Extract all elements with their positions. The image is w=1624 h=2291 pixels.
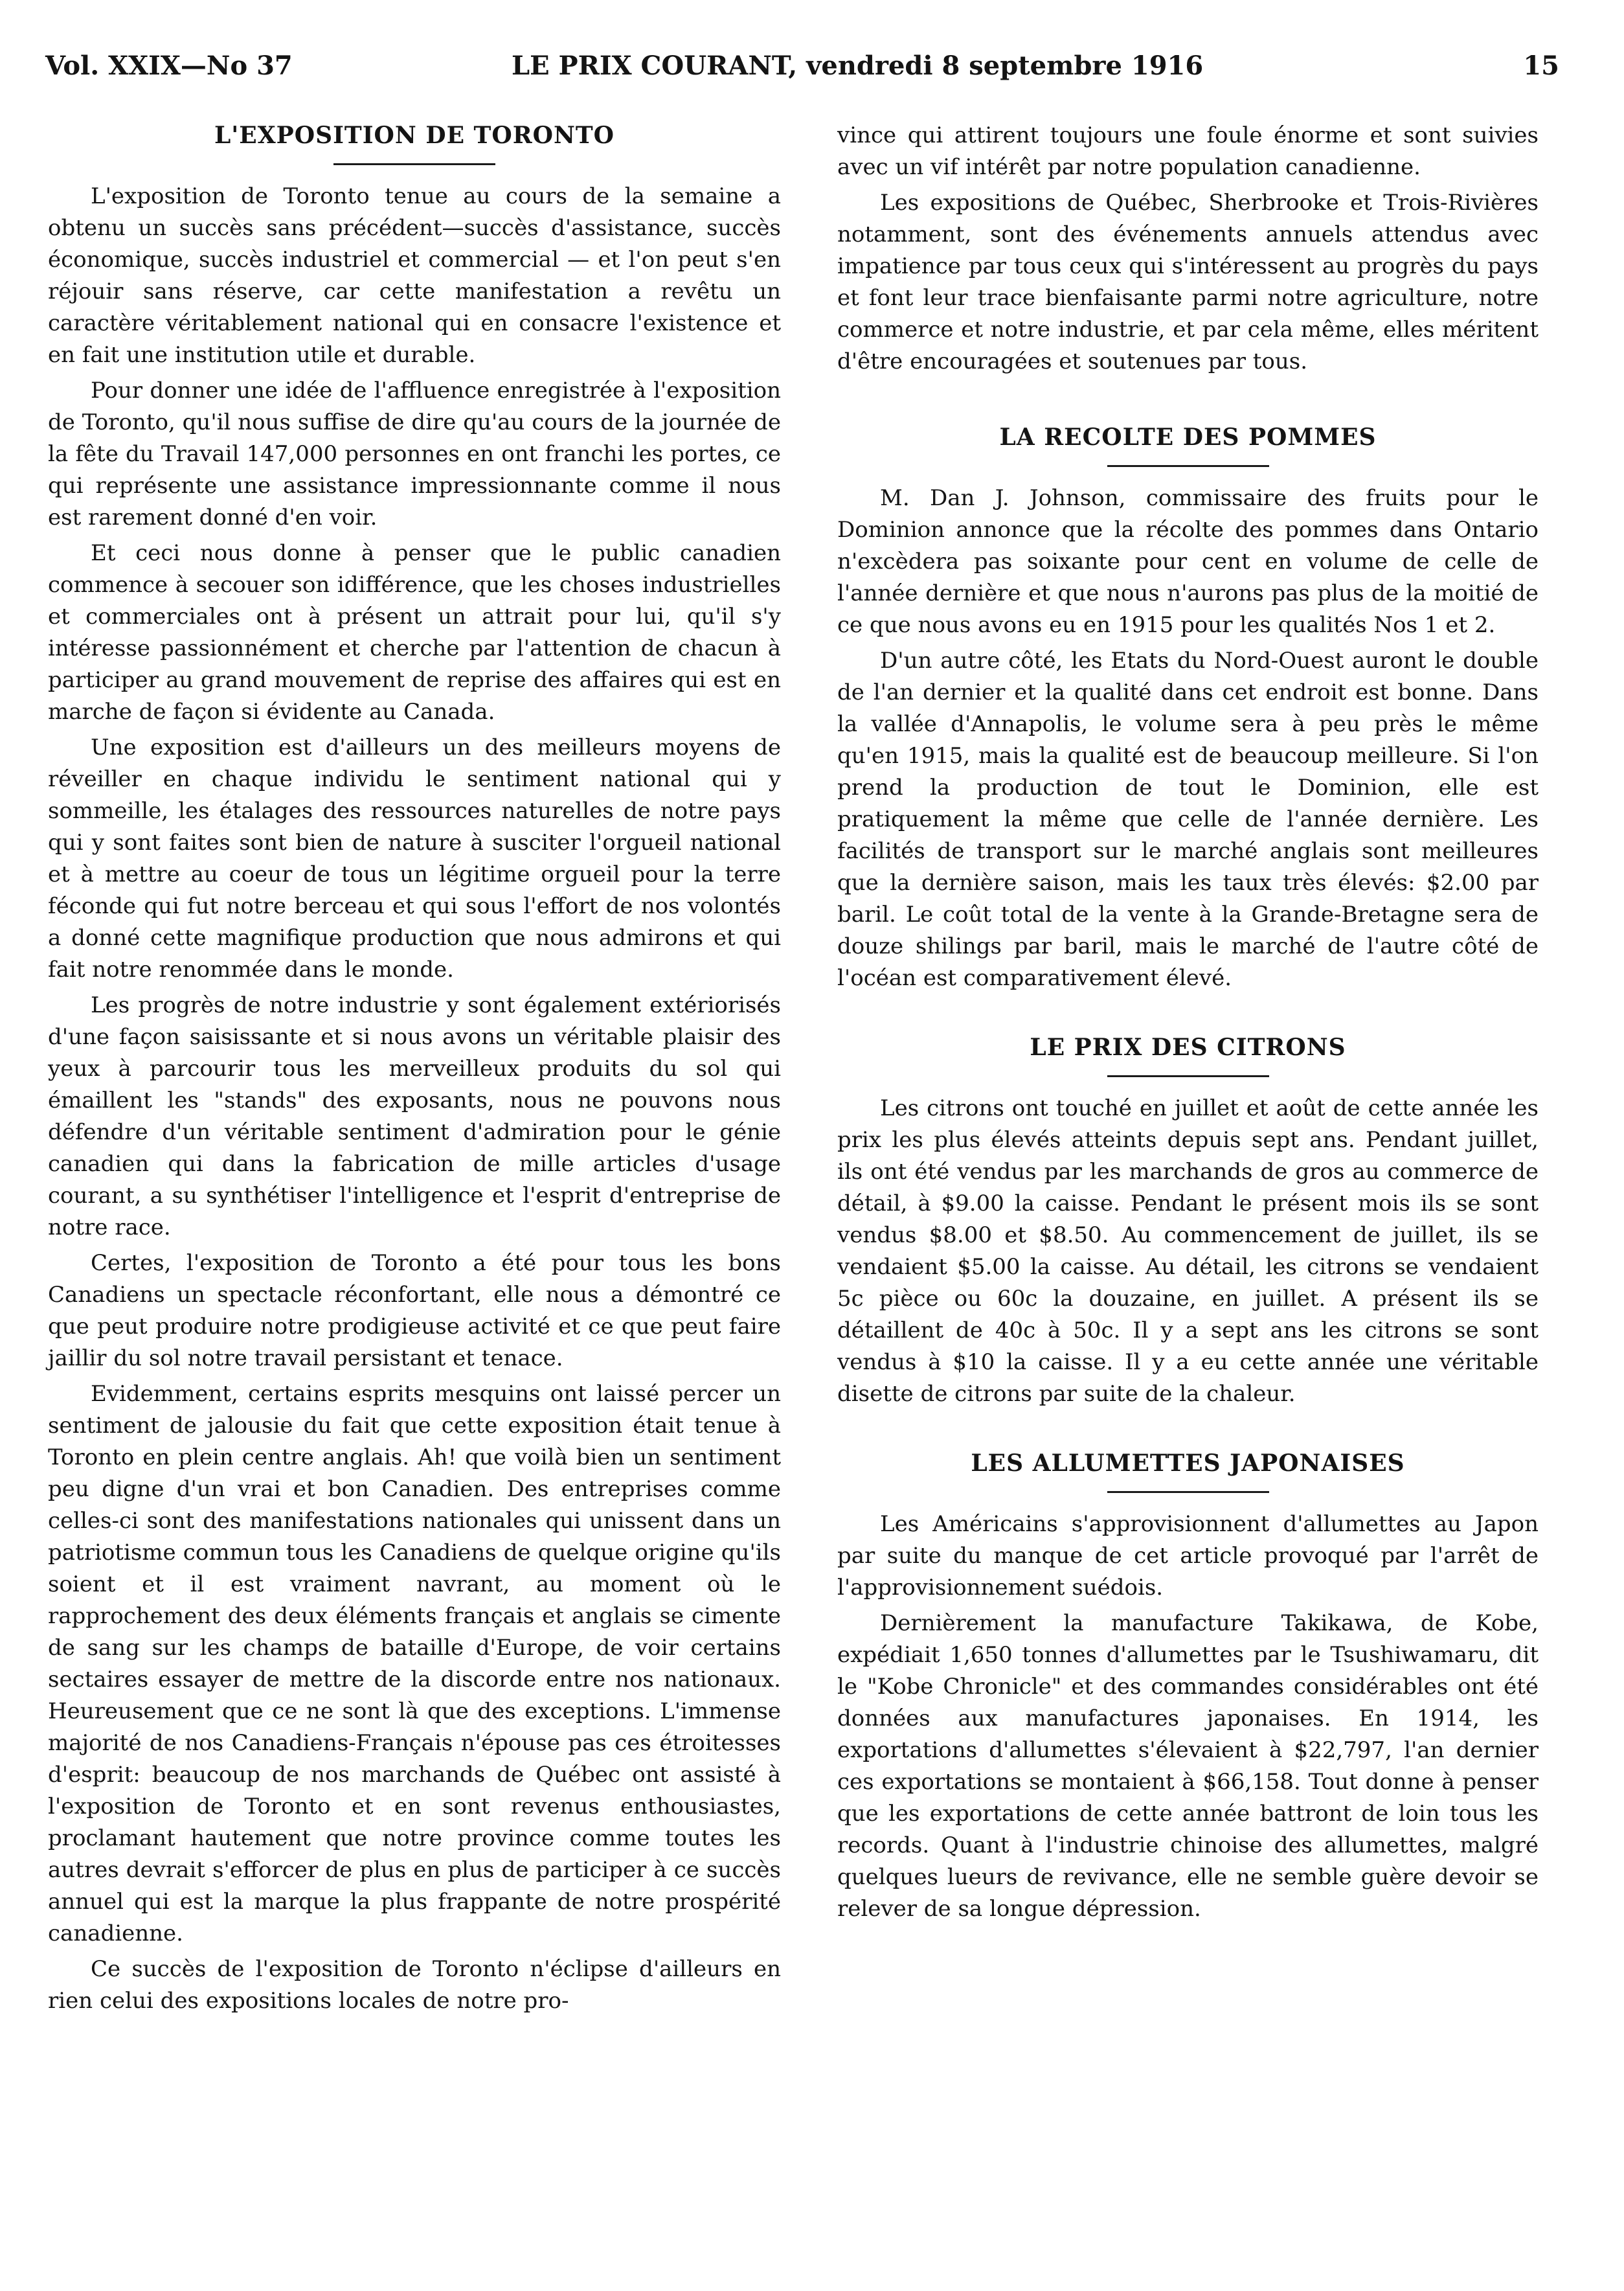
article-paragraph: L'exposition de Toronto tenue au cours de la semaine a obtenu un succès sans précédent—succès d'assistance, succès économique, succès industriel et commercial — et l'on peut s'en réjouir sans réserve, car cette manifestation a revêtu un caractère véritablement national qui en consacre l'existence et en fait une institution utile et durable.: [48, 183, 781, 368]
article-paragraph: Les Américains s'approvisionnent d'allumettes au Japon par suite du manque de cet article provoqué par l'arrêt de l'approvisionnement suédois.: [837, 1511, 1539, 1601]
article-paragraph: Et ceci nous donne à penser que le public canadien commence à secouer son idifférence, que les choses industrielles et commerciales ont à présent un attrait pour lui, qu'il s'y intéresse passionnément et cherche par l'attention de chacun à participer au grand mouvement de reprise des affaires qui est en marche de façon si évidente au Canada.: [48, 540, 781, 725]
title-rule: [1107, 465, 1269, 467]
article-paragraph: M. Dan J. Johnson, commissaire des fruits pour le Dominion annonce que la récolte des pommes dans Ontario n'excèdera pas soixante pour cent en volume de celle de l'année dernière et que nous n'aurons pas plus de la moitié de ce que nous avons eu en 1915 pour les qualités Nos 1 et 2.: [837, 485, 1539, 638]
publication-title: LE PRIX COURANT, vendredi 8 septembre 1916: [512, 51, 1204, 81]
volume-number: Vol. XXIX—No 37: [45, 51, 293, 81]
article-paragraph: Une exposition est d'ailleurs un des meilleurs moyens de réveiller en chaque individu le sentiment national qui y sommeille, les étalages des ressources naturelles de notre pays qui y sont faites sont bien de nature à susciter l'orgueil national et à mettre au coeur de tous un légitime orgueil pour la terre féconde qui fut notre berceau et qui sous l'effort de nos volontés a donné cette magnifique production que nous admirons et qui fait notre renommée dans le monde.: [48, 735, 781, 983]
article-paragraph: Les expositions de Québec, Sherbrooke et Trois-Rivières notamment, sont des événements annuels attendus avec impatience par tous ceux qui s'intéressent au progrès du pays et font leur trace bienfaisante parmi notre agriculture, notre commerce et notre industrie, et par cela même, elles méritent d'être encouragées et soutenues par tous.: [837, 190, 1539, 374]
left-column: [48, 120, 781, 2021]
title-rule: [333, 163, 495, 165]
article-paragraph: Les citrons ont touché en juillet et août de cette année les prix les plus élevés atteints depuis sept ans. Pendant juillet, ils ont été vendus par les marchands de gros au commerce de détail, à $9.00 la caisse. Pendant le présent mois ils se sont vendus $8.00 et $8.50. Au commencement de juillet, ils se vendaient $5.00 la caisse. Au détail, les citrons se vendaient 5c pièce ou 60c la douzaine, en juillet. A présent ils se détaillent de 40c à 50c. Il y a sept ans les citrons se sont vendus à $10 la caisse. Il y a eu cette année une véritable disette de citrons par suite de la chaleur.: [837, 1095, 1539, 1407]
article-paragraph: Certes, l'exposition de Toronto a été pour tous les bons Canadiens un spectacle réconfortant, elle nous a démontré ce que peut produire notre prodigieuse activité et ce que peut faire jaillir du sol notre travail persistant et tenace.: [48, 1250, 781, 1371]
right-column: [837, 120, 1539, 1929]
article-paragraph: Les progrès de notre industrie y sont également extériorisés d'une façon saisissante et si nous avons un véritable plaisir des yeux à parcourir tous les merveilleux produits du sol qui émaillent les "stands" des exposants, nous ne pouvons nous défendre d'un véritable sentiment d'admiration pour le génie canadien qui dans la fabrication de mille articles d'usage courant, a su synthétiser l'intelligence et l'esprit d'entreprise de notre race.: [48, 992, 781, 1240]
article-paragraph: D'un autre côté, les Etats du Nord-Ouest auront le double de l'an dernier et la qualité dans cet endroit est bonne. Dans la vallée d'Annapolis, le volume sera à peu près le même qu'en 1915, mais la qualité est de beaucoup meilleure. Si l'on prend la production de tout le Dominion, elle est pratiquement la même que celle de l'année dernière. Les facilités de transport sur le marché anglais sont meilleures que la dernière saison, mais les taux très élevés: $2.00 par baril. Le coût total de la vente à la Grande-Bretagne sera de douze shilings par baril, mais le marché de l'autre côté de l'océan est comparativement élevé.: [837, 648, 1539, 991]
article-paragraph: Evidemment, certains esprits mesquins ont laissé percer un sentiment de jalousie du fait que cette exposition était tenue à Toronto en plein centre anglais. Ah! que voilà bien un sentiment peu digne d'un vrai et bon Canadien. Des entreprises comme celles-ci sont des manifestations nationales qui unissent dans un patriotisme commun tous les Canadiens de quelque origine qu'ils soient et il est vraiment navrant, au moment où le rapprochement des deux éléments français et anglais se cimente de sang sur les champs de bataille d'Europe, de voir certains sectaires essayer de mettre de la discorde entre nos nationaux. Heureusement que ce ne sont là que des exceptions. L'immense majorité de nos Canadiens-Français n'épouse pas ces étroitesses d'esprit: beaucoup de nos marchands de Québec ont assisté à l'exposition de Toronto et en sont revenus enthousiastes, proclamant hautement que notre province comme toutes les autres devrait s'efforcer de plus en plus de participer à ce succès annuel qui est la marque la plus frappante de notre prospérité canadienne.: [48, 1381, 781, 1946]
article-paragraph: Ce succès de l'exposition de Toronto n'éclipse d'ailleurs en rien celui des expositions locales de notre pro-: [48, 1956, 781, 2014]
article-paragraph: Dernièrement la manufacture Takikawa, de Kobe, expédiait 1,650 tonnes d'allumettes par le Tsushiwamaru, dit le "Kobe Chronicle" et des commandes considérables ont été données aux manufactures japonaises. En 1914, les exportations d'allumettes s'élevaient à $22,797, l'an dernier ces exportations se montaient à $66,158. Tout donne à penser que les exportations de cette année battront de loin tous les records. Quant à l'industrie chinoise des allumettes, malgré quelques lueurs de revivance, elle ne semble guère devoir se relever de sa longue dépression.: [837, 1610, 1539, 1922]
page-number: 15: [1523, 51, 1559, 81]
article-title: LE PRIX DES CITRONS: [1030, 1034, 1346, 1061]
article-title: LA RECOLTE DES POMMES: [999, 424, 1377, 451]
title-rule: [1107, 1491, 1269, 1493]
article-continuation: vince qui attirent toujours une foule énorme et sont suivies avec un vif intérêt par notre population canadienne.: [837, 122, 1539, 180]
article-title: L'EXPOSITION DE TORONTO: [214, 122, 615, 149]
page-header: [45, 51, 1559, 89]
article-title: LES ALLUMETTES JAPONAISES: [971, 1450, 1405, 1477]
title-rule: [1107, 1075, 1269, 1077]
article-paragraph: Pour donner une idée de l'affluence enregistrée à l'exposition de Toronto, qu'il nous suffise de dire qu'au cours de la journée de la fête du Travail 147,000 personnes en ont franchi les portes, ce qui représente une assistance impressionnante comme il nous est rarement donné d'en voir.: [48, 378, 781, 530]
